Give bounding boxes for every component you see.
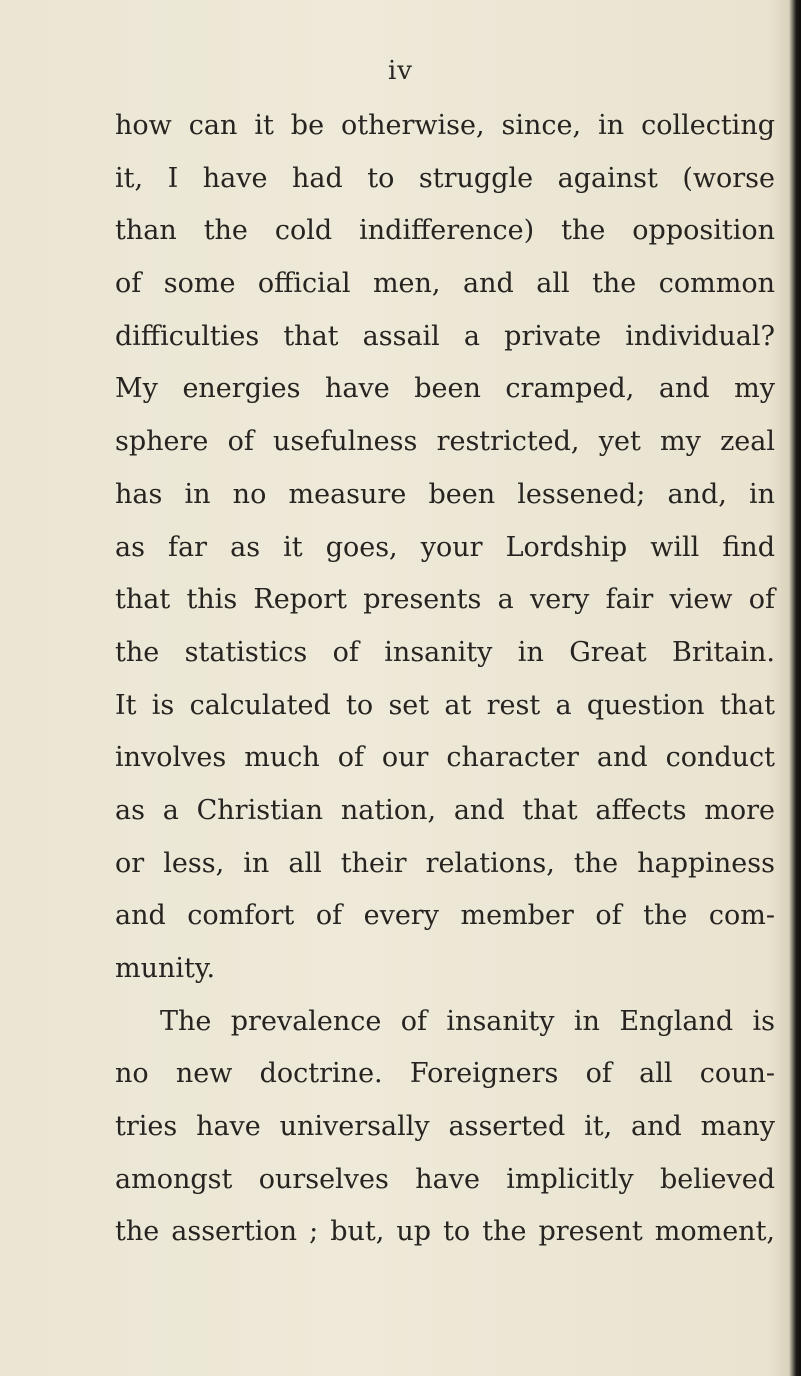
text-line: tries have universally asserted it, and many [115,1111,775,1143]
paragraph-first-line: The prevalence of insanity in England is [160,1005,775,1037]
text-line: no new doctrine. Foreigners of all coun- [115,1058,775,1090]
body-text [115,100,775,1259]
text-line: munity. [115,953,216,984]
text-line: as far as it goes, your Lordship will find [115,531,775,563]
text-line: how can it be otherwise, since, in collecting [115,110,775,141]
text-line: difficulties that assail a private individual? [115,320,775,352]
text-line: and comfort of every member of the com- [115,900,775,932]
text-line: sphere of usefulness restricted, yet my zeal [115,426,775,458]
text-line: it, I have had to struggle against (worse [115,162,775,194]
page-number: iv [387,56,413,86]
text-line: amongst ourselves have implicitly believed [115,1163,775,1195]
text-line: as a Christian nation, and that affects more [115,794,775,826]
text-line: My energies have been cramped, and my [115,373,775,405]
text-line: involves much of our character and conduct [115,742,775,774]
text-line: It is calculated to set at rest a question that [115,689,775,721]
text-line: has in no measure been lessened; and, in [115,478,775,510]
text-line: the assertion ; but, up to the present moment, [115,1216,775,1248]
text-line: that this Report presents a very fair view of [115,584,775,616]
text-line: than the cold indifference) the opposition [115,215,775,247]
text-line: or less, in all their relations, the happiness [115,847,775,879]
text-line: the statistics of insanity in Great Britain. [115,636,775,668]
text-line: of some official men, and all the common [115,268,775,300]
